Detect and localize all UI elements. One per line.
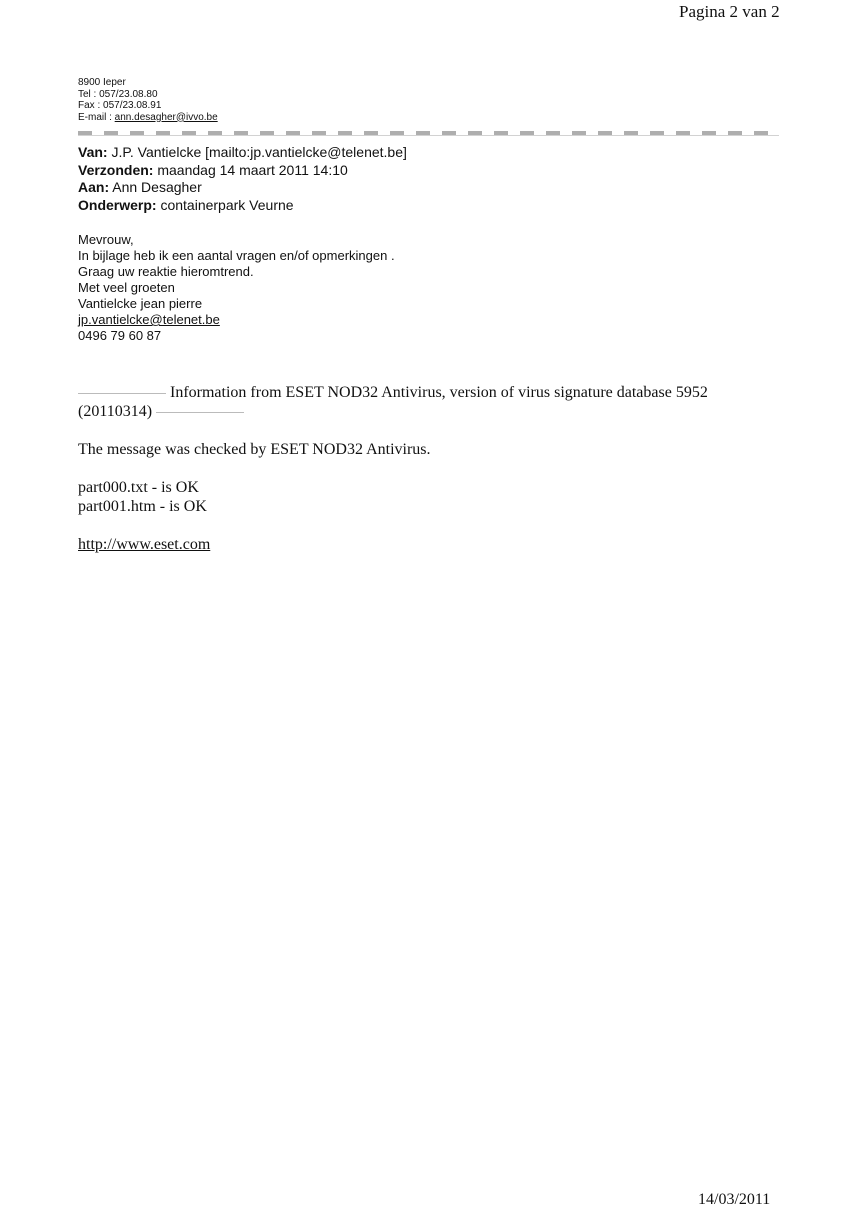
notice-info-date: (20110314)	[78, 403, 153, 420]
from-row	[78, 144, 407, 162]
body-sender-name: Vantielcke jean pierre	[78, 296, 203, 311]
signature-city: 8900 Ieper	[78, 77, 126, 88]
signature-email-row	[78, 112, 218, 124]
signature-block	[78, 77, 218, 123]
from-value: J.P. Vantielcke [mailto:jp.vantielcke@telenet.be]	[111, 144, 407, 160]
signature-tel: Tel : 057/23.08.80	[78, 88, 158, 100]
subject-value: containerpark Veurne	[160, 196, 294, 213]
antivirus-notice	[78, 383, 778, 554]
signature-fax: Fax : 057/23.08.91	[78, 100, 162, 111]
signature-email-label: E-mail :	[78, 111, 115, 123]
header-divider	[78, 131, 779, 136]
body-line-1: In bijlage heb ik een aantal vragen en/of opmerkingen .	[78, 248, 395, 263]
notice-checked: The message was checked by ESET NOD32 Antivirus.	[78, 441, 431, 458]
sent-row	[78, 162, 407, 180]
notice-file-1: part000.txt - is OK	[78, 479, 199, 496]
sent-label: Verzonden:	[78, 161, 154, 178]
body-sender-email-link[interactable]: jp.vantielcke@telenet.be	[78, 312, 220, 327]
notice-rule-left	[78, 393, 166, 394]
page-number-header: Pagina 2 van 2	[679, 2, 780, 21]
to-label: Aan:	[78, 179, 110, 195]
to-value: Ann Desagher	[112, 179, 202, 195]
email-body	[78, 232, 395, 344]
body-line-2: Graag uw reaktie hieromtrend.	[78, 264, 254, 279]
sent-value: maandag 14 maart 2011 14:10	[157, 161, 348, 178]
notice-rule-right	[156, 412, 244, 413]
email-headers	[78, 144, 407, 214]
notice-file-2: part001.htm - is OK	[78, 498, 207, 515]
from-label: Van:	[78, 144, 108, 160]
subject-label: Onderwerp:	[78, 196, 157, 213]
notice-info-line: Information from ESET NOD32 Antivirus, version of virus signature database 5952	[170, 384, 708, 401]
body-sender-phone: 0496 79 60 87	[78, 328, 162, 343]
eset-website-link[interactable]: http://www.eset.com	[78, 536, 211, 553]
body-closing: Met veel groeten	[78, 280, 175, 295]
body-greeting: Mevrouw,	[78, 232, 134, 247]
signature-email-link[interactable]: ann.desagher@ivvo.be	[114, 111, 218, 123]
subject-row	[78, 197, 407, 215]
page-date-footer: 14/03/2011	[698, 1191, 771, 1208]
to-row	[78, 179, 407, 197]
